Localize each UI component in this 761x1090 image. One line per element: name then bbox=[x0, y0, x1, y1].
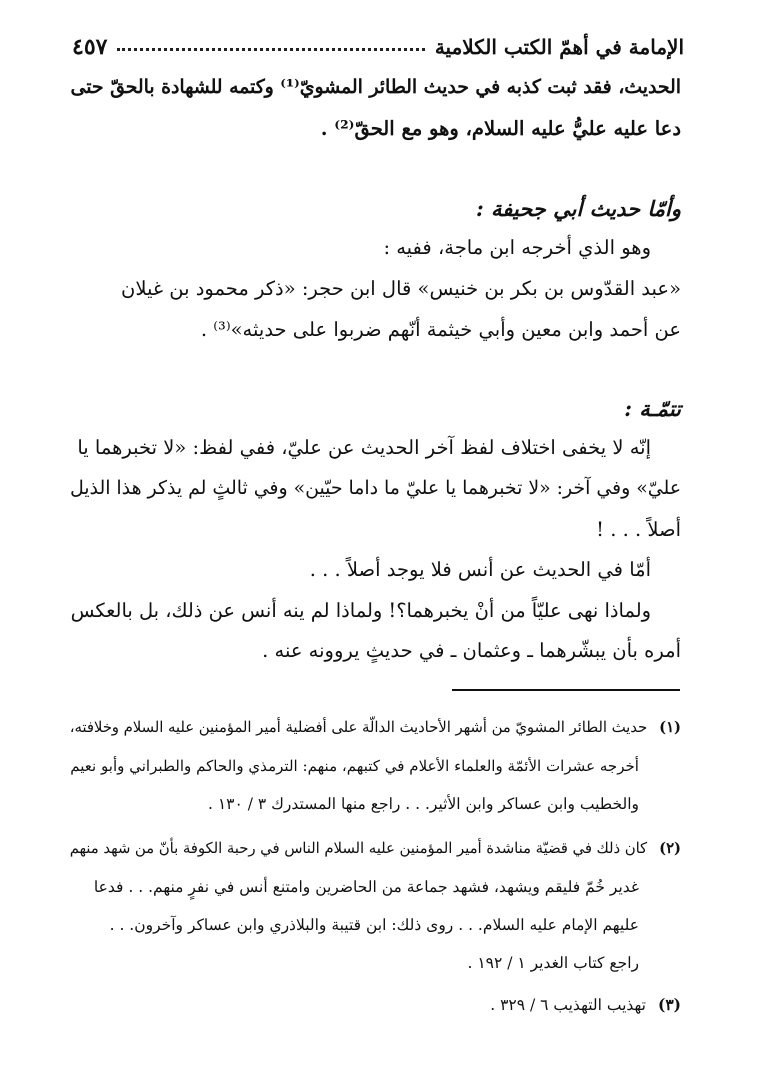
footnote-line: تهذيب التهذيب ٦ / ٣٢٩ . bbox=[490, 996, 646, 1014]
footnote-3 bbox=[490, 995, 681, 1014]
running-title: الإمامة في أهمّ الكتب الكلامية bbox=[434, 35, 684, 59]
body-line: وهو الذي أخرجه ابن ماجة، ففيه : bbox=[383, 236, 651, 259]
footnote-number: (٢) bbox=[659, 840, 681, 857]
section-heading-abi-juhaifa: وأمّا حديث أبي جحيفة : bbox=[475, 196, 681, 221]
section-heading-tatimma: تتمّـة : bbox=[624, 396, 681, 421]
footnote-line: أخرجه عشرات الأئمّة والعلماء الأعلام في كتبهم، منهم: الترمذي والحاكم والطبراني وأبو نعيم bbox=[70, 757, 639, 775]
footnote-line: والخطيب وابن عساكر وابن الأثير. . . راجع منها المستدرك ٣ / ١٣٠ . bbox=[207, 795, 639, 813]
body-line: عليّ» وفي آخر: «لا تخبرهما يا عليّ ما داما حيّين» وفي ثالثٍ لم يذكر هذا الذيل bbox=[69, 477, 681, 499]
footnote-number: (١) bbox=[659, 719, 681, 736]
body-line: الحديث، فقد ثبت كذبه في حديث الطائر المشويّ⁽¹⁾ وكتمه للشهادة بالحقّ حتى bbox=[70, 76, 681, 98]
body-line: «عبد القدّوس بن بكر بن خنيس» قال ابن حجر: «ذكر محمود بن غيلان bbox=[121, 277, 681, 300]
body-line: دعا عليه عليُّ عليه السلام، وهو مع الحقّ⁽²⁾ . bbox=[320, 117, 681, 140]
footnote-line: غدير خُمّ فليقم ويشهد، فشهد جماعة من الحاضرين وامتنع أنس في نفرٍ منهم. . . فدعا bbox=[93, 878, 639, 896]
page-header bbox=[72, 30, 684, 64]
body-line: أصلاً . . . ! bbox=[596, 518, 681, 541]
footnote-1 bbox=[70, 719, 681, 736]
footnote-divider bbox=[452, 689, 680, 691]
footnote-2 bbox=[70, 840, 681, 857]
page-number: ٤٥٧ bbox=[72, 34, 108, 60]
footnote-number: (٣) bbox=[657, 995, 681, 1014]
body-line: عن أحمد وابن معين وأبي خيثمة أنّهم ضربوا على حديثه»⁽³⁾ . bbox=[200, 318, 681, 341]
body-line: ولماذا نهى عليّاً من أنْ يخبرهما؟! ولماذا لم ينه أنس عن ذلك، بل بالعكس bbox=[70, 599, 651, 622]
header-dotted-leader bbox=[117, 48, 424, 51]
footnote-line: حديث الطائر المشويّ من أشهر الأحاديث الدالّة على أفضلية أمير المؤمنين عليه السلام وخلافته، bbox=[69, 719, 648, 736]
body-line: أمّا في الحديث عن أنس فلا يوجد أصلاً . . . bbox=[309, 558, 651, 581]
footnote-line: راجع كتاب الغدير ١ / ١٩٢ . bbox=[467, 954, 639, 972]
body-line: أمره بأن يبشّرهما ـ وعثمان ـ في حديثٍ يروونه عنه . bbox=[262, 639, 681, 662]
footnote-line: كان ذلك في قضيّة مناشدة أمير المؤمنين عليه السلام الناس في رحبة الكوفة بأنّ من شهد منهم bbox=[69, 840, 648, 857]
body-line: إنّه لا يخفى اختلاف لفظ آخر الحديث عن عليّ، ففي لفظ: «لا تخبرهما يا bbox=[77, 436, 651, 459]
footnote-line: عليهم الإمام عليه السلام. . . روى ذلك: ابن قتيبة والبلاذري وابن عساكر وآخرون. . . bbox=[109, 916, 639, 934]
